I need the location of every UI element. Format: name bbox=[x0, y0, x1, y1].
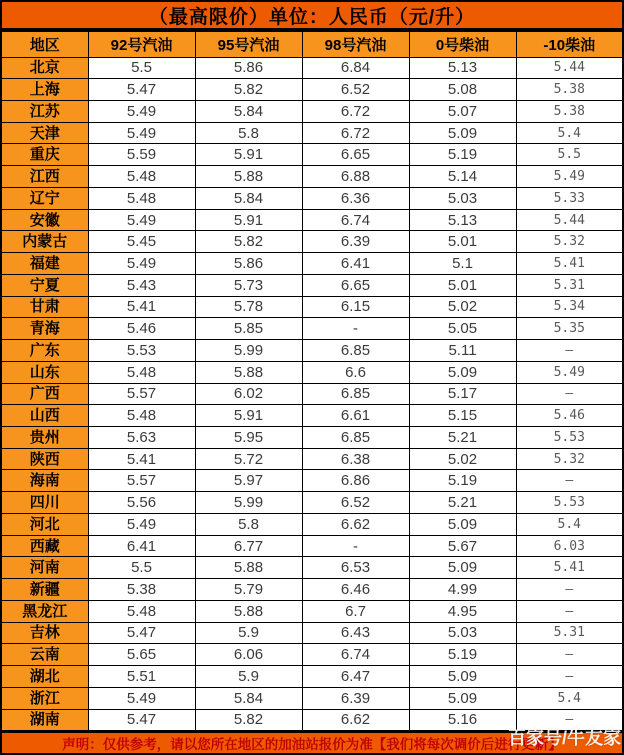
price-cell: 5.49 bbox=[88, 513, 195, 535]
price-cell: 5.51 bbox=[88, 666, 195, 688]
column-header-2: 95号汽油 bbox=[195, 31, 302, 57]
table-row bbox=[1, 666, 623, 688]
price-cell: 5.65 bbox=[88, 644, 195, 666]
price-cell: 5.57 bbox=[88, 470, 195, 492]
region-cell: 广西 bbox=[1, 383, 88, 405]
price-cell: 5.53 bbox=[88, 340, 195, 362]
price-cell: 6.15 bbox=[302, 296, 409, 318]
price-cell: - bbox=[302, 318, 409, 340]
price-cell: 5.38 bbox=[88, 579, 195, 601]
table-row bbox=[1, 513, 623, 535]
table-row bbox=[1, 535, 623, 557]
region-cell: 陕西 bbox=[1, 448, 88, 470]
region-cell: 云南 bbox=[1, 644, 88, 666]
region-cell: 上海 bbox=[1, 79, 88, 101]
price-cell: 5.08 bbox=[409, 79, 516, 101]
price-cell: 5.91 bbox=[195, 209, 302, 231]
price-cell: 6.61 bbox=[302, 405, 409, 427]
price-cell: 5.84 bbox=[195, 187, 302, 209]
price-cell: 6.65 bbox=[302, 274, 409, 296]
price-cell: 5.19 bbox=[409, 470, 516, 492]
price-cell: 6.62 bbox=[302, 709, 409, 731]
price-cell: 5.5 bbox=[88, 557, 195, 579]
price-cell: 5.48 bbox=[88, 166, 195, 188]
price-cell: 6.77 bbox=[195, 535, 302, 557]
column-header-1: 92号汽油 bbox=[88, 31, 195, 57]
price-cell: 5.49 bbox=[88, 687, 195, 709]
table-row bbox=[1, 122, 623, 144]
table-row bbox=[1, 253, 623, 275]
price-cell: 5.09 bbox=[409, 513, 516, 535]
region-cell: 湖南 bbox=[1, 709, 88, 731]
region-cell: 吉林 bbox=[1, 622, 88, 644]
price-cell: 6.38 bbox=[302, 448, 409, 470]
region-cell: 山西 bbox=[1, 405, 88, 427]
price-cell: 5.49 bbox=[88, 253, 195, 275]
region-cell: 宁夏 bbox=[1, 274, 88, 296]
price-cell: – bbox=[516, 600, 623, 622]
region-cell: 福建 bbox=[1, 253, 88, 275]
price-cell: 6.52 bbox=[302, 79, 409, 101]
price-cell: 5.63 bbox=[88, 426, 195, 448]
region-cell: 湖北 bbox=[1, 666, 88, 688]
price-cell: 6.39 bbox=[302, 687, 409, 709]
price-cell: – bbox=[516, 644, 623, 666]
price-cell: 5.1 bbox=[409, 253, 516, 275]
table-row bbox=[1, 57, 623, 79]
price-cell: 5.13 bbox=[409, 57, 516, 79]
price-cell: 5.56 bbox=[88, 492, 195, 514]
price-cell: 5.82 bbox=[195, 231, 302, 253]
table-row bbox=[1, 644, 623, 666]
price-cell: 5.8 bbox=[195, 513, 302, 535]
price-cell: 6.85 bbox=[302, 426, 409, 448]
price-cell: 6.7 bbox=[302, 600, 409, 622]
price-cell: – bbox=[516, 340, 623, 362]
price-cell: 5.19 bbox=[409, 144, 516, 166]
table-row bbox=[1, 296, 623, 318]
region-cell: 新疆 bbox=[1, 579, 88, 601]
price-cell: 5.09 bbox=[409, 557, 516, 579]
price-cell: 5.49 bbox=[516, 361, 623, 383]
price-cell: 5.46 bbox=[88, 318, 195, 340]
price-cell: 5.4 bbox=[516, 687, 623, 709]
price-cell: 5.82 bbox=[195, 79, 302, 101]
price-cell: 5.73 bbox=[195, 274, 302, 296]
price-cell: 6.6 bbox=[302, 361, 409, 383]
price-cell: 5.53 bbox=[516, 492, 623, 514]
region-cell: 河北 bbox=[1, 513, 88, 535]
region-cell: 内蒙古 bbox=[1, 231, 88, 253]
region-cell: 青海 bbox=[1, 318, 88, 340]
price-cell: 5.02 bbox=[409, 448, 516, 470]
page-title: （最高限价）单位：人民币（元/升） bbox=[0, 0, 624, 30]
price-cell: 5.95 bbox=[195, 426, 302, 448]
table-row bbox=[1, 687, 623, 709]
price-cell: 5.07 bbox=[409, 100, 516, 122]
price-cell: 5.4 bbox=[516, 513, 623, 535]
table-row bbox=[1, 600, 623, 622]
price-cell: 5.38 bbox=[516, 100, 623, 122]
price-cell: 5.09 bbox=[409, 666, 516, 688]
price-cell: 6.84 bbox=[302, 57, 409, 79]
watermark: 百家号/牛友家 bbox=[507, 728, 621, 748]
region-cell: 山东 bbox=[1, 361, 88, 383]
price-cell: 5.32 bbox=[516, 231, 623, 253]
column-header-3: 98号汽油 bbox=[302, 31, 409, 57]
price-cell: 5.05 bbox=[409, 318, 516, 340]
table-header-row bbox=[1, 31, 623, 57]
table-row bbox=[1, 622, 623, 644]
price-cell: 5.47 bbox=[88, 709, 195, 731]
table-row bbox=[1, 557, 623, 579]
table-row bbox=[1, 492, 623, 514]
region-cell: 四川 bbox=[1, 492, 88, 514]
price-cell: 6.72 bbox=[302, 122, 409, 144]
disclaimer-bar: 声明：仅供参考，请以您所在地区的加油站报价为准【我们将每次调价后进行更新】 bbox=[0, 732, 624, 755]
table-row bbox=[1, 426, 623, 448]
price-cell: 5.99 bbox=[195, 340, 302, 362]
price-cell: 5.03 bbox=[409, 622, 516, 644]
price-cell: 5.35 bbox=[516, 318, 623, 340]
price-cell: 5.88 bbox=[195, 166, 302, 188]
price-cell: 5.44 bbox=[516, 57, 623, 79]
price-cell: 6.41 bbox=[88, 535, 195, 557]
region-cell: 黑龙江 bbox=[1, 600, 88, 622]
price-cell: 5.88 bbox=[195, 361, 302, 383]
price-cell: – bbox=[516, 579, 623, 601]
price-cell: 4.95 bbox=[409, 600, 516, 622]
price-cell: 5.31 bbox=[516, 274, 623, 296]
price-cell: 5.09 bbox=[409, 122, 516, 144]
price-cell: 5.49 bbox=[88, 209, 195, 231]
price-cell: 6.86 bbox=[302, 470, 409, 492]
price-cell: 5.21 bbox=[409, 426, 516, 448]
price-cell: 5.31 bbox=[516, 622, 623, 644]
region-cell: 安徽 bbox=[1, 209, 88, 231]
region-cell: 天津 bbox=[1, 122, 88, 144]
table-row bbox=[1, 166, 623, 188]
price-cell: 5.48 bbox=[88, 600, 195, 622]
table-row bbox=[1, 579, 623, 601]
price-cell: 5.01 bbox=[409, 231, 516, 253]
price-cell: 5.8 bbox=[195, 122, 302, 144]
price-cell: 5.03 bbox=[409, 187, 516, 209]
region-cell: 浙江 bbox=[1, 687, 88, 709]
price-cell: – bbox=[516, 666, 623, 688]
price-cell: 5.15 bbox=[409, 405, 516, 427]
region-cell: 江西 bbox=[1, 166, 88, 188]
region-cell: 重庆 bbox=[1, 144, 88, 166]
price-cell: 6.47 bbox=[302, 666, 409, 688]
price-cell: 5.99 bbox=[195, 492, 302, 514]
table-row bbox=[1, 79, 623, 101]
price-cell: 5.49 bbox=[88, 122, 195, 144]
price-cell: 5.53 bbox=[516, 426, 623, 448]
price-cell: 5.09 bbox=[409, 687, 516, 709]
price-cell: 6.74 bbox=[302, 644, 409, 666]
table-row bbox=[1, 405, 623, 427]
region-cell: 海南 bbox=[1, 470, 88, 492]
price-cell: 5.41 bbox=[88, 448, 195, 470]
region-cell: 贵州 bbox=[1, 426, 88, 448]
price-cell: 5.32 bbox=[516, 448, 623, 470]
region-cell: 甘肃 bbox=[1, 296, 88, 318]
table-row bbox=[1, 383, 623, 405]
price-cell: 5.97 bbox=[195, 470, 302, 492]
region-cell: 辽宁 bbox=[1, 187, 88, 209]
price-cell: 5.14 bbox=[409, 166, 516, 188]
price-cell: 5.49 bbox=[88, 100, 195, 122]
price-cell: 6.39 bbox=[302, 231, 409, 253]
price-cell: 4.99 bbox=[409, 579, 516, 601]
price-cell: 5.48 bbox=[88, 187, 195, 209]
price-cell: 5.9 bbox=[195, 622, 302, 644]
table-row bbox=[1, 274, 623, 296]
price-cell: 5.38 bbox=[516, 79, 623, 101]
price-cell: 5.47 bbox=[88, 622, 195, 644]
price-cell: 5.33 bbox=[516, 187, 623, 209]
price-cell: 5.46 bbox=[516, 405, 623, 427]
fuel-price-table bbox=[0, 30, 624, 732]
price-cell: 6.85 bbox=[302, 340, 409, 362]
price-cell: 6.88 bbox=[302, 166, 409, 188]
price-cell: 5.72 bbox=[195, 448, 302, 470]
price-cell: 6.74 bbox=[302, 209, 409, 231]
price-cell: – bbox=[516, 383, 623, 405]
price-cell: 5.01 bbox=[409, 274, 516, 296]
price-cell: 5.48 bbox=[88, 405, 195, 427]
price-cell: 5.21 bbox=[409, 492, 516, 514]
table-row bbox=[1, 231, 623, 253]
price-cell: 5.4 bbox=[516, 122, 623, 144]
price-cell: 6.53 bbox=[302, 557, 409, 579]
price-cell: 6.85 bbox=[302, 383, 409, 405]
price-cell: 6.36 bbox=[302, 187, 409, 209]
region-cell: 西藏 bbox=[1, 535, 88, 557]
price-cell: 5.47 bbox=[88, 79, 195, 101]
price-cell: 5.88 bbox=[195, 600, 302, 622]
price-cell: 5.13 bbox=[409, 209, 516, 231]
price-cell: 5.9 bbox=[195, 666, 302, 688]
table-row bbox=[1, 709, 623, 731]
price-cell: 6.52 bbox=[302, 492, 409, 514]
table-row bbox=[1, 318, 623, 340]
price-cell: 5.79 bbox=[195, 579, 302, 601]
price-cell: 5.88 bbox=[195, 557, 302, 579]
price-cell: 5.48 bbox=[88, 361, 195, 383]
price-cell: 5.67 bbox=[409, 535, 516, 557]
table-row bbox=[1, 340, 623, 362]
price-cell: 5.09 bbox=[409, 361, 516, 383]
price-cell: 5.5 bbox=[516, 144, 623, 166]
price-cell: 5.41 bbox=[88, 296, 195, 318]
price-cell: – bbox=[516, 470, 623, 492]
price-cell: 5.91 bbox=[195, 405, 302, 427]
region-cell: 江苏 bbox=[1, 100, 88, 122]
price-cell: 6.72 bbox=[302, 100, 409, 122]
price-cell: 5.84 bbox=[195, 687, 302, 709]
price-cell: 5.02 bbox=[409, 296, 516, 318]
price-cell: 5.57 bbox=[88, 383, 195, 405]
price-cell: 5.85 bbox=[195, 318, 302, 340]
price-cell: 5.45 bbox=[88, 231, 195, 253]
table-row bbox=[1, 470, 623, 492]
price-cell: 5.41 bbox=[516, 557, 623, 579]
price-cell: 5.91 bbox=[195, 144, 302, 166]
price-cell: 5.34 bbox=[516, 296, 623, 318]
price-cell: 5.49 bbox=[516, 166, 623, 188]
price-cell: – bbox=[516, 709, 623, 731]
price-cell: 5.86 bbox=[195, 253, 302, 275]
table-row bbox=[1, 209, 623, 231]
column-header-5: -10柴油 bbox=[516, 31, 623, 57]
price-cell: 5.84 bbox=[195, 100, 302, 122]
price-cell: 5.78 bbox=[195, 296, 302, 318]
price-cell: 6.62 bbox=[302, 513, 409, 535]
table-row bbox=[1, 361, 623, 383]
region-cell: 北京 bbox=[1, 57, 88, 79]
table-row bbox=[1, 100, 623, 122]
column-header-0: 地区 bbox=[1, 31, 88, 57]
price-cell: 5.5 bbox=[88, 57, 195, 79]
price-cell: 5.17 bbox=[409, 383, 516, 405]
price-cell: 6.43 bbox=[302, 622, 409, 644]
table-row bbox=[1, 187, 623, 209]
price-cell: 5.16 bbox=[409, 709, 516, 731]
price-cell: 5.44 bbox=[516, 209, 623, 231]
price-cell: 6.06 bbox=[195, 644, 302, 666]
price-cell: 6.65 bbox=[302, 144, 409, 166]
price-cell: 6.03 bbox=[516, 535, 623, 557]
column-header-4: 0号柴油 bbox=[409, 31, 516, 57]
price-cell: 5.41 bbox=[516, 253, 623, 275]
price-cell: 6.02 bbox=[195, 383, 302, 405]
price-cell: 5.59 bbox=[88, 144, 195, 166]
price-cell: 5.19 bbox=[409, 644, 516, 666]
region-cell: 广东 bbox=[1, 340, 88, 362]
price-cell: 5.11 bbox=[409, 340, 516, 362]
price-table-body bbox=[1, 57, 623, 731]
price-cell: 5.82 bbox=[195, 709, 302, 731]
table-row bbox=[1, 144, 623, 166]
price-cell: 6.41 bbox=[302, 253, 409, 275]
price-cell: 5.43 bbox=[88, 274, 195, 296]
price-cell: 6.46 bbox=[302, 579, 409, 601]
region-cell: 河南 bbox=[1, 557, 88, 579]
price-cell: - bbox=[302, 535, 409, 557]
table-row bbox=[1, 448, 623, 470]
price-cell: 5.86 bbox=[195, 57, 302, 79]
